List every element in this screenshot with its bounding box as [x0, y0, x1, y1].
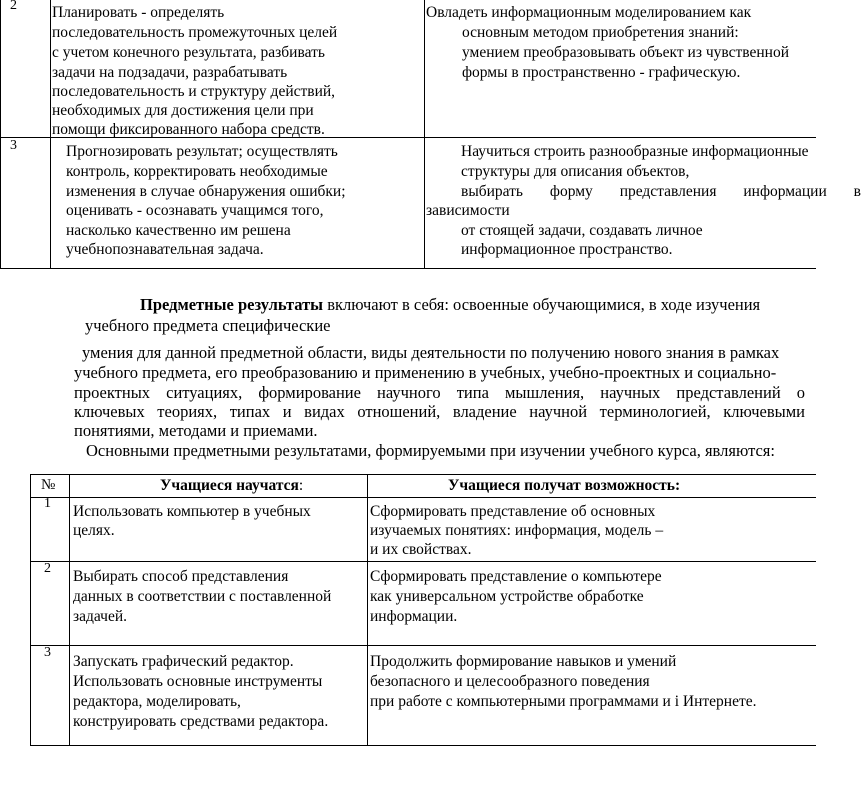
cell-line: формы в пространственно - графическую. [462, 64, 741, 81]
header-number: № [41, 477, 56, 493]
table-divider [367, 474, 368, 746]
table-border-left [0, 0, 1, 269]
paragraph-lead: Предметные результаты [140, 295, 324, 314]
cell-line: Овладеть информационным моделированием как [426, 4, 752, 21]
header-opportunity [448, 476, 680, 495]
cell-line: оценивать - осознавать учащимся того, [66, 202, 324, 219]
table-divider [424, 0, 425, 269]
table-row-divider [30, 561, 816, 562]
table-row-divider [30, 645, 816, 646]
cell-line: основным методом приобретения знаний: [462, 24, 739, 41]
cell-line: целях. [73, 522, 115, 539]
paragraph-line-2: учебного предмета специфические [85, 316, 331, 335]
cell-line: редактора, моделировать, [73, 693, 241, 710]
cell-line: Использовать основные инструменты [73, 673, 323, 690]
paragraph-line-5: проектных ситуациях, формирование научного типа мышления, научных представлений о [74, 383, 805, 402]
cell-line: безопасного и целесообразного поведения [370, 673, 650, 690]
paragraph-line-3: умения для данной предметной области, виды деятельности по получению нового знания в рамках [82, 343, 780, 362]
cell-line: информации. [370, 608, 458, 625]
table-divider [50, 0, 51, 269]
cell-line: изменения в случае обнаружения ошибки; [66, 183, 346, 200]
table-border-bottom [0, 268, 816, 269]
row-number: 1 [44, 496, 51, 511]
table-header-divider [30, 497, 816, 498]
cell-line: учебнопознавательная задача. [66, 241, 264, 258]
cell-line: необходимых для достижения цели при [52, 102, 314, 119]
table-border-top [30, 474, 816, 475]
paragraph-line-4: учебного предмета, его преобразованию и применению в учебных, учебно-проектных и социально- [74, 363, 777, 382]
paragraph-text: включают в себя: освоенные обучающимися, в ходе изучения [323, 295, 761, 314]
cell-line: конструировать средствами редактора. [73, 713, 329, 730]
cell-line: Сформировать представление о компьютере [370, 568, 662, 585]
row-number: 2 [44, 561, 51, 576]
cell-line: структуры для описания объектов, [461, 163, 690, 180]
cell-line: и их свойствах. [370, 541, 472, 558]
cell-line: от стоящей задачи, создавать личное [461, 222, 703, 239]
paragraph-line-7: понятиями, методами и приемами. [74, 421, 318, 440]
cell-line: выбирать форму представления информации в [461, 183, 861, 200]
cell-line: изучаемых понятиях: информация, модель – [370, 522, 664, 539]
row-number: 3 [10, 138, 17, 153]
cell-line: контроль, корректировать необходимые [66, 163, 328, 180]
cell-line: задачей. [73, 608, 127, 625]
cell-line: при работе с компьютерными программами и і Интернете. [370, 693, 757, 710]
cell-line: Прогнозировать результат; осуществлять [66, 143, 338, 160]
table-divider [69, 474, 70, 746]
cell-line: последовательность и структуру действий, [52, 83, 336, 100]
header-colon: : [298, 477, 304, 494]
cell-line: с учетом конечного результата, разбивать [52, 44, 325, 61]
header-will-learn-text: Учащиеся научатся [160, 477, 299, 494]
cell-line: помощи фиксированного набора средств. [52, 121, 325, 138]
cell-line: Запускать графический редактор. [73, 653, 294, 670]
cell-line: зависимости [426, 202, 510, 219]
paragraph-line-6: ключевых теориях, типах и видах отношений, владение научной терминологией, ключевыми [74, 402, 805, 421]
header-will-learn [160, 476, 303, 495]
cell-line: как универсальном устройстве обработке [370, 588, 644, 605]
paragraph-line-8: Основными предметными результатами, формируемыми при изучении учебного курса, являются: [86, 441, 775, 460]
cell-line: насколько качественно им решена [66, 222, 291, 239]
cell-line: задачи на подзадачи, разрабатывать [52, 64, 288, 81]
cell-line: Научиться строить разнообразные информационные [461, 143, 809, 160]
row-number: 3 [44, 645, 51, 660]
cell-line: умением преобразовывать объект из чувственной [462, 44, 789, 61]
cell-line: Планировать - определять [52, 4, 225, 21]
header-opportunity-text: Учащиеся получат возможность: [448, 477, 681, 494]
cell-line: информационное пространство. [461, 241, 673, 258]
row-number: 2 [10, 0, 17, 13]
cell-line: Выбирать способ представления [73, 568, 289, 585]
paragraph-line-1 [140, 294, 760, 316]
cell-line: последовательность промежуточных целей [52, 24, 338, 41]
cell-line: Продолжить формирование навыков и умений [370, 653, 677, 670]
table-border-left [30, 474, 31, 746]
cell-line: Использовать компьютер в учебных [73, 503, 311, 520]
table-border-bottom [30, 745, 816, 746]
cell-line: данных в соответствии с поставленной [73, 588, 332, 605]
cell-line: Сформировать представление об основных [370, 503, 656, 520]
